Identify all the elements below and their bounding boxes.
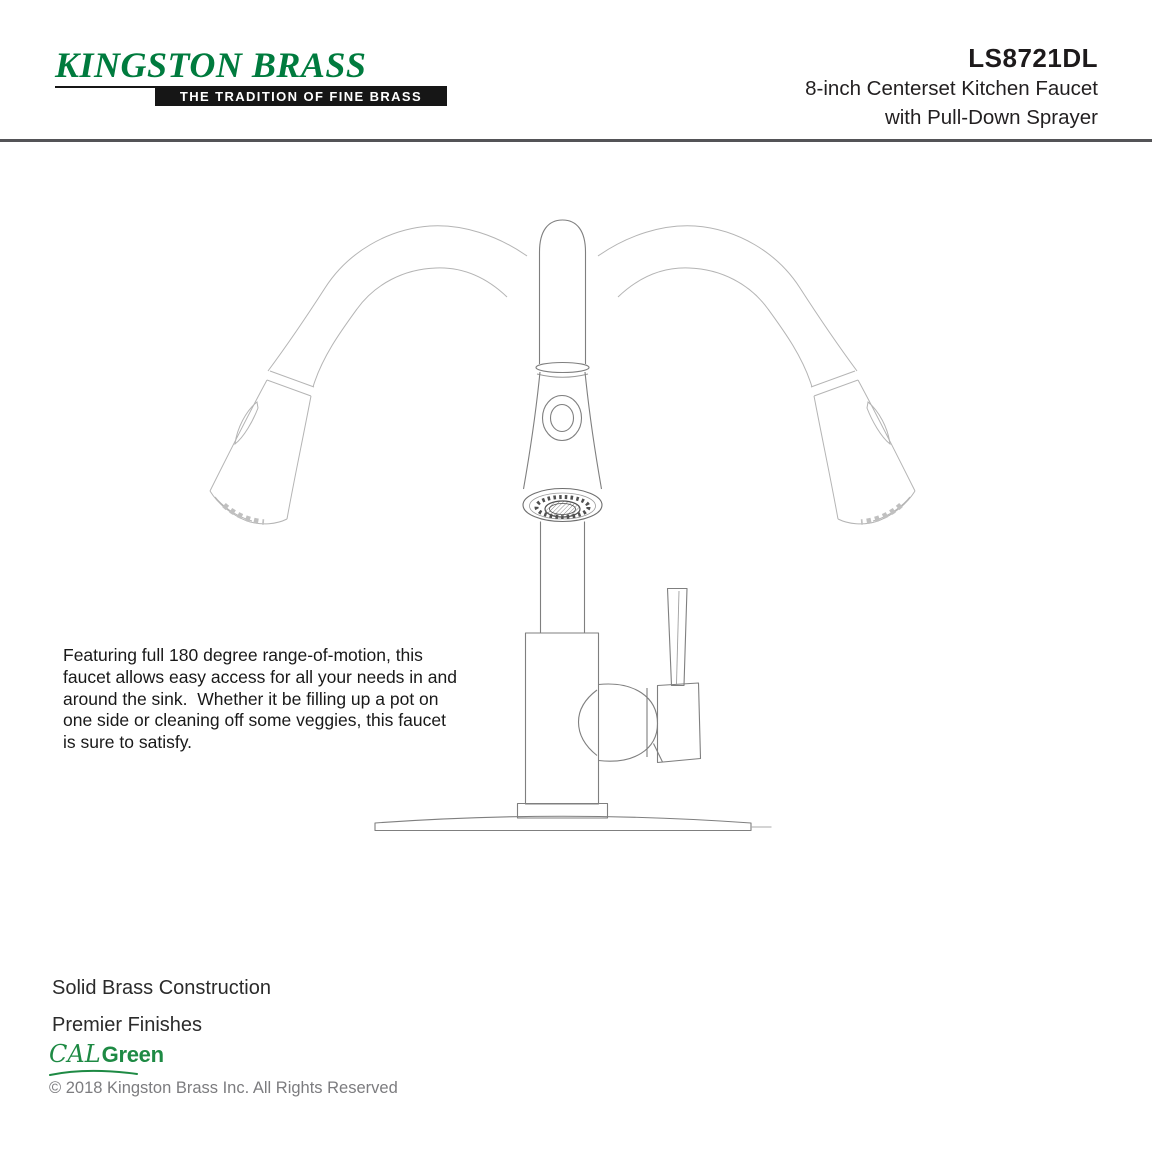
left-swing-position [210,226,527,524]
sprayer-button-outer [543,396,582,441]
handle-lever-edge [677,591,680,684]
brand-name: KINGSTON BRASS [55,45,367,85]
valve-hub-joint [579,690,598,756]
description-line: faucet allows easy access for all your needs in and [63,666,457,687]
right-swing-position [598,226,915,524]
calgreen-underline-swoosh [49,1068,139,1078]
brand-tagline: THE TRADITION OF FINE BRASS [179,88,423,104]
model-number: LS8721DL [968,43,1098,73]
calgreen-green-text: Green [101,1042,164,1067]
calgreen-logo [49,1041,164,1068]
description-line: one side or cleaning off some veggies, this faucet [63,710,446,731]
sprayer-collar-lower [537,374,588,377]
valve-hub [599,684,658,761]
product-title-line-1: 8-inch Centerset Kitchen Faucet [805,77,1098,100]
body-column [526,633,599,804]
spout-tube [540,220,586,364]
product-title-line-2: with Pull-Down Sprayer [884,106,1098,129]
copyright-text: © 2018 Kingston Brass Inc. All Rights Reserved [49,1079,398,1097]
description-line: Featuring full 180 degree range-of-motion, this [63,645,423,665]
handle-base [658,683,701,763]
riser-tube [541,522,585,634]
description-line: is sure to satisfy. [63,732,193,753]
description-line: around the sink. Whether it be filling up a pot on [63,688,439,709]
feature-item: Premier Finishes [52,1014,203,1036]
feature-list [52,976,271,1037]
sprayer-button-inner [551,405,574,432]
sprayer-collar [536,363,589,373]
product-description [63,645,457,754]
feature-item: Solid Brass Construction [52,977,271,999]
calgreen-cal-text: CAL [49,1040,101,1068]
sprayer-cone [524,372,602,489]
